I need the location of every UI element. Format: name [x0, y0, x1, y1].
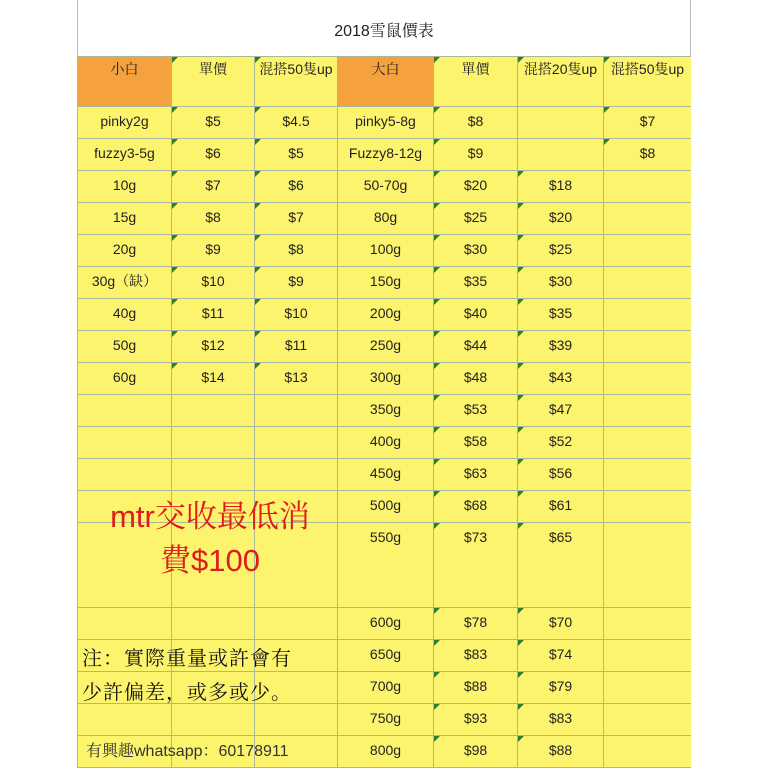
whatsapp-contact: 有興趣whatsapp：60178911 [86, 743, 289, 760]
table-cell: 40g [78, 299, 172, 331]
table-cell: $35 [434, 267, 518, 299]
table-cell [604, 427, 692, 459]
table-cell: $6 [172, 139, 255, 171]
table-cell: $10 [172, 267, 255, 299]
table-cell: $98 [434, 736, 518, 768]
table-cell: $8 [255, 235, 338, 267]
table-cell [172, 459, 255, 491]
table-cell [172, 608, 255, 640]
table-cell: $14 [172, 363, 255, 395]
table-cell: $47 [518, 395, 604, 427]
table-cell: $20 [518, 203, 604, 235]
header-row [78, 57, 692, 107]
table-row [78, 363, 692, 395]
table-cell [255, 395, 338, 427]
table-cell: $79 [518, 672, 604, 704]
table-cell: $13 [255, 363, 338, 395]
table-cell: 80g [338, 203, 434, 235]
table-cell [255, 608, 338, 640]
table-row [78, 267, 692, 299]
table-row [78, 331, 692, 363]
table-cell: $8 [172, 203, 255, 235]
table-cell: 30g（缺） [78, 267, 172, 299]
table-cell [518, 139, 604, 171]
table-cell: $12 [172, 331, 255, 363]
table-cell [518, 107, 604, 139]
table-cell: $88 [434, 672, 518, 704]
table-cell: 750g [338, 704, 434, 736]
table-cell: $68 [434, 491, 518, 523]
table-cell: $83 [518, 704, 604, 736]
mtr-minimum-notice [80, 495, 340, 583]
table-cell: $9 [434, 139, 518, 171]
table-cell [78, 459, 172, 491]
table-cell: pinky5-8g [338, 107, 434, 139]
table-cell [604, 704, 692, 736]
table-cell: $40 [434, 299, 518, 331]
table-cell [78, 395, 172, 427]
table-cell: Fuzzy8-12g [338, 139, 434, 171]
table-cell: 200g [338, 299, 434, 331]
table-cell [604, 299, 692, 331]
table-cell: 300g [338, 363, 434, 395]
table-cell [604, 672, 692, 704]
header-small-category: 小白 [78, 57, 172, 107]
table-cell: 250g [338, 331, 434, 363]
table-cell: $6 [255, 171, 338, 203]
table-cell: $11 [255, 331, 338, 363]
table-cell [172, 395, 255, 427]
table-cell: 50-70g [338, 171, 434, 203]
table-cell [604, 203, 692, 235]
table-cell [604, 235, 692, 267]
table-cell: 650g [338, 640, 434, 672]
table-row [78, 107, 692, 139]
table-cell: $43 [518, 363, 604, 395]
table-row [78, 139, 692, 171]
table-cell: $61 [518, 491, 604, 523]
mtr-notice-line1: mtr交收最低消 [110, 499, 310, 534]
table-cell [604, 491, 692, 523]
table-cell: $39 [518, 331, 604, 363]
table-cell: $5 [172, 107, 255, 139]
table-cell: $25 [518, 235, 604, 267]
table-cell [604, 459, 692, 491]
table-cell [604, 331, 692, 363]
table-cell: $63 [434, 459, 518, 491]
table-row [78, 171, 692, 203]
table-cell: $93 [434, 704, 518, 736]
table-cell: $25 [434, 203, 518, 235]
table-cell [604, 736, 692, 768]
table-cell: 100g [338, 235, 434, 267]
table-cell: $78 [434, 608, 518, 640]
table-row [78, 203, 692, 235]
table-cell [255, 427, 338, 459]
table-cell: 60g [78, 363, 172, 395]
table-cell: pinky2g [78, 107, 172, 139]
table-cell: $58 [434, 427, 518, 459]
header-mix50-right: 混搭50隻up [604, 57, 692, 107]
table-row [78, 459, 692, 491]
weight-note-line1: 注：實際重量或許會有 [82, 648, 292, 670]
table-cell: 700g [338, 672, 434, 704]
weight-note [82, 642, 342, 710]
table-cell [604, 267, 692, 299]
table-cell: $52 [518, 427, 604, 459]
table-cell: 50g [78, 331, 172, 363]
table-cell: 550g [338, 523, 434, 608]
table-cell: 800g [338, 736, 434, 768]
table-row [78, 608, 692, 640]
table-cell: 15g [78, 203, 172, 235]
table-cell [172, 427, 255, 459]
table-cell: $73 [434, 523, 518, 608]
table-cell [604, 523, 692, 608]
table-cell [255, 459, 338, 491]
table-cell: 20g [78, 235, 172, 267]
table-cell: 10g [78, 171, 172, 203]
table-cell: $10 [255, 299, 338, 331]
header-unit-price-right: 單價 [434, 57, 518, 107]
table-cell: $8 [434, 107, 518, 139]
table-cell: $44 [434, 331, 518, 363]
weight-note-line2: 少許偏差，或多或少。 [82, 682, 292, 704]
table-cell [78, 608, 172, 640]
table-cell: $53 [434, 395, 518, 427]
table-cell: 350g [338, 395, 434, 427]
table-cell: 150g [338, 267, 434, 299]
table-cell: 450g [338, 459, 434, 491]
table-cell: $4.5 [255, 107, 338, 139]
sheet-title: 2018雪鼠價表 [334, 23, 434, 40]
table-cell: $7 [255, 203, 338, 235]
table-cell: $5 [255, 139, 338, 171]
table-cell: fuzzy3-5g [78, 139, 172, 171]
table-cell [604, 363, 692, 395]
table-cell: $30 [518, 267, 604, 299]
table-cell: $74 [518, 640, 604, 672]
mtr-notice-line2: 費$100 [160, 543, 260, 578]
table-cell: 500g [338, 491, 434, 523]
table-row [78, 235, 692, 267]
table-cell: 400g [338, 427, 434, 459]
table-cell: $7 [604, 107, 692, 139]
table-cell: $48 [434, 363, 518, 395]
table-cell: 600g [338, 608, 434, 640]
table-cell: $9 [172, 235, 255, 267]
header-mix50: 混搭50隻up [255, 57, 338, 107]
table-cell: $9 [255, 267, 338, 299]
table-cell: $83 [434, 640, 518, 672]
table-cell: $65 [518, 523, 604, 608]
table-cell: $30 [434, 235, 518, 267]
table-cell: $35 [518, 299, 604, 331]
table-cell: $20 [434, 171, 518, 203]
table-cell: $8 [604, 139, 692, 171]
table-cell [604, 640, 692, 672]
table-cell [604, 608, 692, 640]
table-row [78, 427, 692, 459]
table-cell: $7 [172, 171, 255, 203]
table-cell [78, 427, 172, 459]
table-cell: $70 [518, 608, 604, 640]
table-cell: $18 [518, 171, 604, 203]
table-cell: $56 [518, 459, 604, 491]
header-mix20: 混搭20隻up [518, 57, 604, 107]
table-cell: $88 [518, 736, 604, 768]
table-row [78, 395, 692, 427]
header-large-category: 大白 [338, 57, 434, 107]
table-row [78, 299, 692, 331]
table-cell [604, 395, 692, 427]
table-cell: $11 [172, 299, 255, 331]
table-cell [604, 171, 692, 203]
header-unit-price: 單價 [172, 57, 255, 107]
